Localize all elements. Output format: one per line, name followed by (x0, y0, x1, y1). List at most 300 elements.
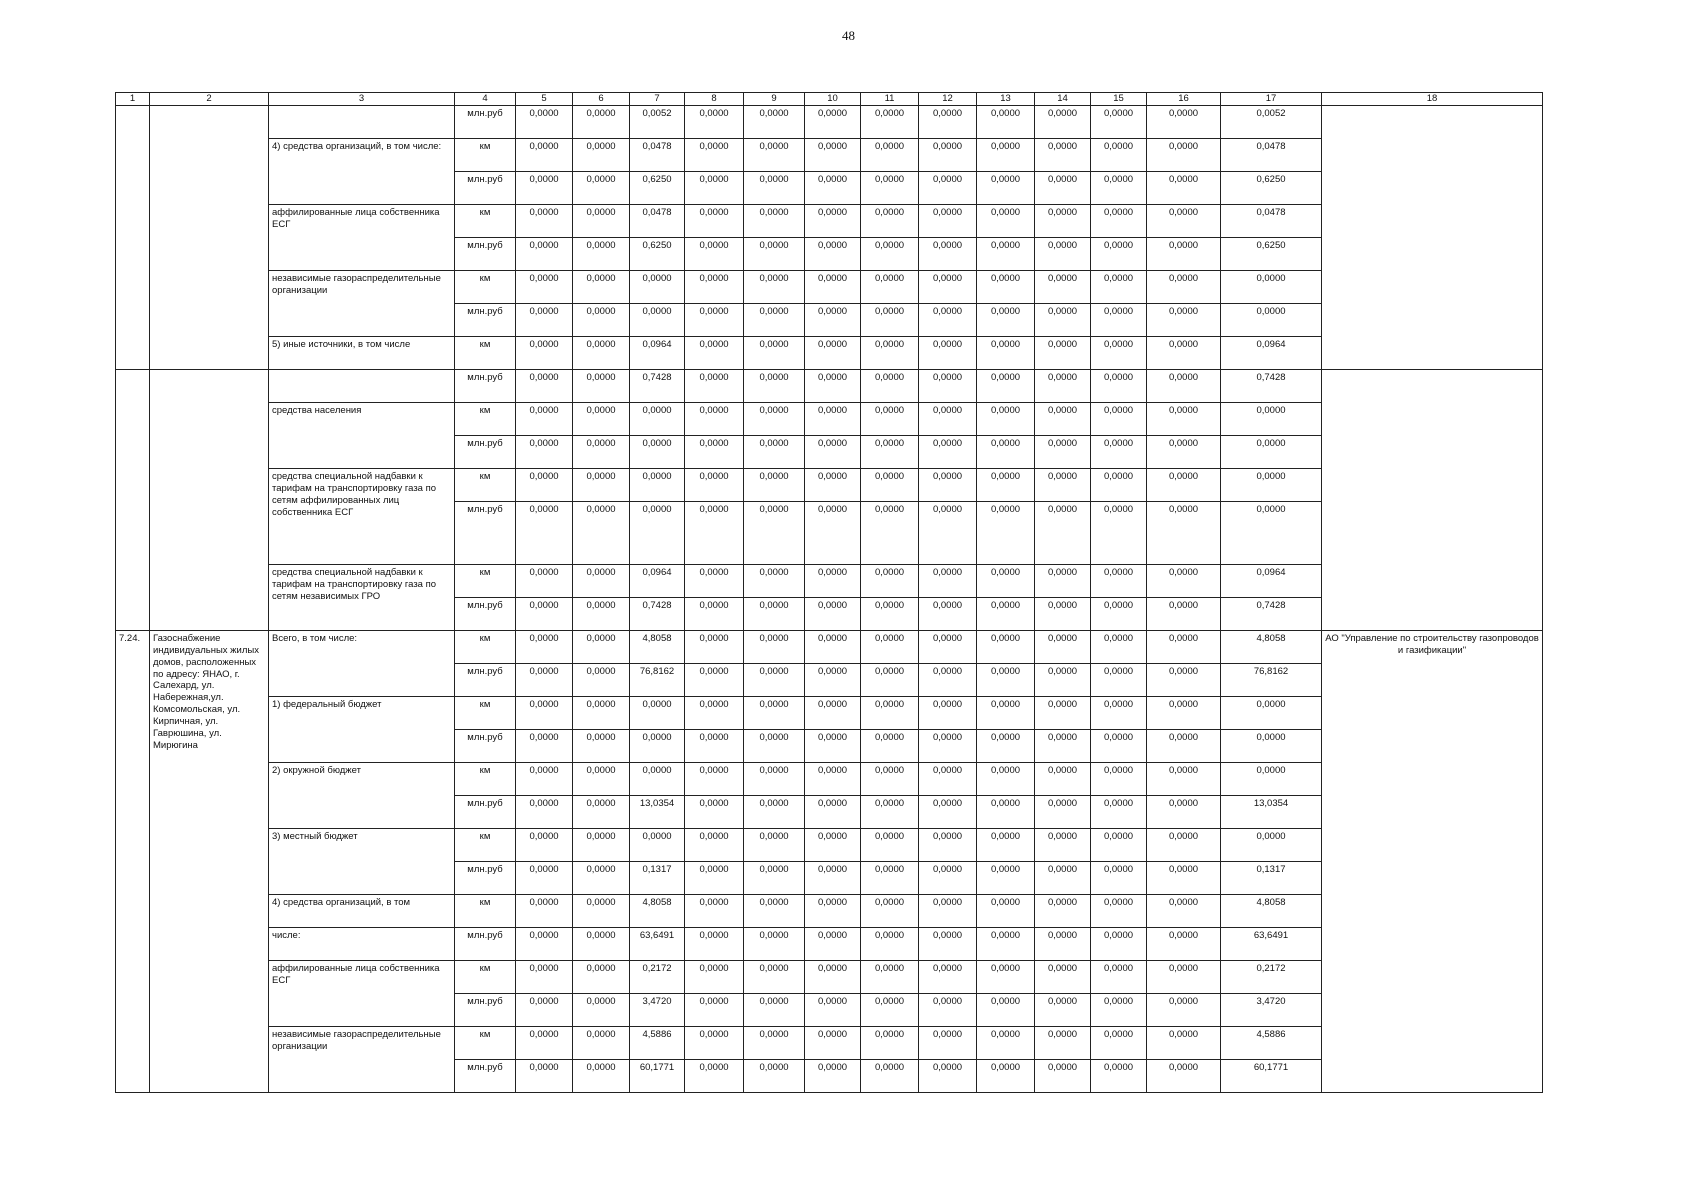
value-cell: 0,0000 (1221, 828, 1322, 861)
value-cell: 0,7428 (1221, 597, 1322, 630)
value-cell: 0,0000 (805, 993, 861, 1026)
source-label-cell (269, 369, 455, 402)
value-cell: 0,0000 (685, 663, 744, 696)
column-number-cell: 4 (455, 93, 516, 106)
value-cell: 0,0000 (1147, 762, 1221, 795)
value-cell: 0,0000 (744, 861, 805, 894)
source-label-cell: 3) местный бюджет (269, 828, 455, 894)
column-number-cell: 16 (1147, 93, 1221, 106)
value-cell: 0,0000 (1035, 762, 1091, 795)
value-cell: 0,0000 (630, 828, 685, 861)
value-cell: 0,0000 (977, 501, 1035, 564)
value-cell: 0,0000 (573, 303, 630, 336)
value-cell: 0,0000 (516, 303, 573, 336)
value-cell: 0,0052 (1221, 105, 1322, 138)
source-label-cell: 2) окружной бюджет (269, 762, 455, 828)
unit-cell: км (455, 960, 516, 993)
value-cell: 0,0000 (573, 237, 630, 270)
value-cell: 0,7428 (1221, 369, 1322, 402)
value-cell: 0,0000 (516, 630, 573, 663)
value-cell: 0,0000 (744, 105, 805, 138)
value-cell: 0,0000 (685, 960, 744, 993)
column-number-cell: 8 (685, 93, 744, 106)
value-cell: 0,0000 (805, 894, 861, 927)
value-cell: 0,0000 (977, 663, 1035, 696)
value-cell: 0,0000 (861, 303, 919, 336)
value-cell: 0,0000 (573, 564, 630, 597)
value-cell: 0,0000 (1035, 597, 1091, 630)
value-cell: 0,0478 (1221, 138, 1322, 171)
item-number-cell (116, 369, 150, 630)
value-cell: 0,0000 (630, 468, 685, 501)
value-cell: 0,0000 (919, 729, 977, 762)
value-cell: 0,0000 (573, 138, 630, 171)
value-cell: 0,0000 (1091, 960, 1147, 993)
value-cell: 0,0000 (685, 336, 744, 369)
value-cell: 0,0478 (630, 138, 685, 171)
value-cell: 0,0000 (1035, 828, 1091, 861)
unit-cell: млн.руб (455, 795, 516, 828)
value-cell: 0,0000 (516, 171, 573, 204)
value-cell: 0,0000 (861, 795, 919, 828)
value-cell: 0,0000 (805, 468, 861, 501)
value-cell: 0,0000 (516, 1059, 573, 1092)
value-cell: 0,0000 (919, 1059, 977, 1092)
value-cell: 0,0000 (685, 105, 744, 138)
value-cell: 0,6250 (1221, 237, 1322, 270)
value-cell: 0,0000 (744, 237, 805, 270)
value-cell: 0,0000 (1147, 795, 1221, 828)
value-cell: 0,0000 (861, 336, 919, 369)
value-cell: 0,0000 (1221, 468, 1322, 501)
value-cell: 0,0000 (1035, 993, 1091, 1026)
source-label-cell: числе: (269, 927, 455, 960)
value-cell: 0,0000 (685, 762, 744, 795)
value-cell: 0,0000 (1035, 468, 1091, 501)
value-cell: 0,0000 (861, 270, 919, 303)
value-cell: 4,8058 (1221, 630, 1322, 663)
value-cell: 0,0000 (919, 1026, 977, 1059)
value-cell: 0,0000 (805, 336, 861, 369)
source-label-cell: Всего, в том числе: (269, 630, 455, 696)
value-cell: 0,0000 (1035, 927, 1091, 960)
value-cell: 0,0000 (861, 435, 919, 468)
value-cell: 0,0000 (1147, 663, 1221, 696)
value-cell: 0,0000 (1091, 597, 1147, 630)
value-cell: 0,0478 (1221, 204, 1322, 237)
value-cell: 0,0000 (861, 468, 919, 501)
value-cell: 0,0000 (516, 468, 573, 501)
value-cell: 63,6491 (1221, 927, 1322, 960)
value-cell: 0,0000 (516, 729, 573, 762)
value-cell: 0,0000 (1147, 828, 1221, 861)
value-cell: 0,0000 (1221, 270, 1322, 303)
value-cell: 0,0000 (744, 729, 805, 762)
unit-cell: км (455, 336, 516, 369)
source-label-cell: 1) федеральный бюджет (269, 696, 455, 762)
value-cell: 0,0000 (1035, 171, 1091, 204)
value-cell: 0,0000 (805, 204, 861, 237)
value-cell: 0,0000 (744, 270, 805, 303)
value-cell: 0,0000 (573, 861, 630, 894)
value-cell: 0,0000 (805, 237, 861, 270)
value-cell: 0,0000 (805, 696, 861, 729)
value-cell: 0,0000 (1091, 105, 1147, 138)
value-cell: 63,6491 (630, 927, 685, 960)
value-cell: 0,0000 (685, 171, 744, 204)
column-number-cell: 1 (116, 93, 150, 106)
value-cell: 0,0000 (919, 138, 977, 171)
value-cell: 0,0000 (861, 501, 919, 564)
value-cell: 0,0000 (805, 105, 861, 138)
value-cell: 0,0000 (805, 303, 861, 336)
value-cell: 0,0000 (919, 204, 977, 237)
value-cell: 0,0000 (861, 105, 919, 138)
value-cell: 0,0000 (516, 861, 573, 894)
value-cell: 0,0000 (1147, 402, 1221, 435)
value-cell: 0,0000 (630, 303, 685, 336)
value-cell: 0,2172 (630, 960, 685, 993)
value-cell: 0,0000 (685, 468, 744, 501)
value-cell: 0,0000 (919, 597, 977, 630)
investment-table (115, 92, 1543, 1093)
value-cell: 0,0000 (573, 402, 630, 435)
unit-cell: км (455, 204, 516, 237)
value-cell: 0,0000 (1221, 762, 1322, 795)
value-cell: 0,0000 (516, 501, 573, 564)
value-cell: 0,0000 (516, 795, 573, 828)
value-cell: 0,0000 (516, 696, 573, 729)
column-number-cell: 10 (805, 93, 861, 106)
source-label-cell: средства специальной надбавки к тарифам на транспортировку газа по сетям независимых ГРО (269, 564, 455, 630)
value-cell: 0,0000 (977, 237, 1035, 270)
value-cell: 0,0000 (977, 630, 1035, 663)
value-cell: 0,0000 (977, 894, 1035, 927)
value-cell: 0,0000 (685, 237, 744, 270)
value-cell: 0,0000 (744, 993, 805, 1026)
value-cell: 0,0000 (805, 501, 861, 564)
value-cell: 0,0000 (861, 237, 919, 270)
source-label-cell: независимые газораспределительные организации (269, 1026, 455, 1092)
value-cell: 0,0000 (573, 1026, 630, 1059)
value-cell: 0,0000 (1035, 960, 1091, 993)
value-cell: 0,0000 (1035, 105, 1091, 138)
value-cell: 0,0000 (573, 468, 630, 501)
value-cell: 0,0000 (630, 435, 685, 468)
value-cell: 3,4720 (630, 993, 685, 1026)
value-cell: 0,0000 (744, 1026, 805, 1059)
value-cell: 0,0000 (744, 696, 805, 729)
value-cell: 0,0000 (805, 927, 861, 960)
value-cell: 0,0000 (685, 861, 744, 894)
value-cell: 0,0000 (861, 828, 919, 861)
value-cell: 0,0000 (1147, 105, 1221, 138)
value-cell: 0,0000 (744, 138, 805, 171)
value-cell: 0,0000 (1035, 270, 1091, 303)
value-cell: 0,0000 (1091, 828, 1147, 861)
value-cell: 0,0000 (977, 270, 1035, 303)
value-cell: 0,0000 (805, 663, 861, 696)
source-label-cell: 5) иные источники, в том числе (269, 336, 455, 369)
value-cell: 13,0354 (630, 795, 685, 828)
unit-cell: км (455, 138, 516, 171)
value-cell: 0,0000 (805, 597, 861, 630)
unit-cell: км (455, 828, 516, 861)
value-cell: 0,0000 (861, 927, 919, 960)
value-cell: 0,0000 (1035, 630, 1091, 663)
value-cell: 0,0000 (1147, 270, 1221, 303)
value-cell: 0,0000 (977, 960, 1035, 993)
value-cell: 0,0000 (1147, 894, 1221, 927)
value-cell: 0,0000 (573, 171, 630, 204)
value-cell: 0,0000 (516, 105, 573, 138)
value-cell: 0,0000 (573, 696, 630, 729)
value-cell: 0,0000 (805, 1059, 861, 1092)
value-cell: 0,0000 (685, 993, 744, 1026)
value-cell: 0,0000 (1091, 1059, 1147, 1092)
value-cell: 60,1771 (630, 1059, 685, 1092)
value-cell: 0,0000 (861, 597, 919, 630)
value-cell: 0,0000 (1091, 303, 1147, 336)
value-cell: 0,0000 (977, 336, 1035, 369)
value-cell: 0,0000 (1091, 729, 1147, 762)
value-cell: 0,0000 (861, 762, 919, 795)
value-cell: 0,0000 (1147, 501, 1221, 564)
value-cell: 0,0000 (977, 564, 1035, 597)
value-cell: 0,0000 (685, 1059, 744, 1092)
value-cell: 0,0000 (919, 894, 977, 927)
value-cell: 0,0000 (1091, 630, 1147, 663)
value-cell: 0,0000 (744, 663, 805, 696)
unit-cell: км (455, 564, 516, 597)
value-cell: 0,0000 (516, 435, 573, 468)
value-cell: 0,0000 (977, 435, 1035, 468)
value-cell: 0,0000 (977, 795, 1035, 828)
value-cell: 0,0000 (861, 696, 919, 729)
column-number-cell: 18 (1322, 93, 1543, 106)
value-cell: 0,0000 (977, 105, 1035, 138)
value-cell: 0,0000 (805, 795, 861, 828)
executor-cell: АО "Управление по строительству газопроводов и газификации" (1322, 630, 1543, 1092)
value-cell: 0,0000 (861, 1059, 919, 1092)
value-cell: 0,0000 (685, 1026, 744, 1059)
value-cell: 0,0000 (573, 435, 630, 468)
value-cell: 0,0000 (573, 105, 630, 138)
value-cell: 0,0000 (805, 729, 861, 762)
value-cell: 0,0000 (861, 894, 919, 927)
value-cell: 0,0000 (516, 270, 573, 303)
value-cell: 0,0000 (573, 597, 630, 630)
value-cell: 0,0000 (977, 468, 1035, 501)
value-cell: 0,0000 (861, 729, 919, 762)
value-cell: 0,0000 (1147, 696, 1221, 729)
unit-cell: млн.руб (455, 105, 516, 138)
value-cell: 0,0000 (861, 993, 919, 1026)
value-cell: 0,0000 (805, 138, 861, 171)
value-cell: 0,0000 (1035, 402, 1091, 435)
value-cell: 0,0000 (1147, 468, 1221, 501)
value-cell: 0,0000 (1091, 894, 1147, 927)
value-cell: 0,0000 (685, 204, 744, 237)
unit-cell: млн.руб (455, 501, 516, 564)
unit-cell: млн.руб (455, 303, 516, 336)
value-cell: 0,0000 (1147, 630, 1221, 663)
value-cell: 0,0000 (630, 402, 685, 435)
value-cell: 0,0000 (919, 369, 977, 402)
value-cell: 0,0000 (805, 369, 861, 402)
value-cell: 0,0000 (1035, 501, 1091, 564)
value-cell: 0,0000 (861, 204, 919, 237)
value-cell: 0,0000 (1091, 762, 1147, 795)
value-cell: 0,0000 (805, 828, 861, 861)
value-cell: 0,0000 (516, 927, 573, 960)
value-cell: 0,0000 (919, 762, 977, 795)
value-cell: 0,0000 (919, 468, 977, 501)
value-cell: 0,0000 (685, 270, 744, 303)
value-cell: 0,0000 (977, 171, 1035, 204)
value-cell: 0,0000 (685, 630, 744, 663)
value-cell: 0,0000 (1035, 336, 1091, 369)
value-cell: 0,0000 (1091, 564, 1147, 597)
value-cell: 0,0000 (744, 336, 805, 369)
table-row (116, 105, 1543, 138)
value-cell: 0,0000 (1221, 696, 1322, 729)
source-label-cell: независимые газораспределительные организации (269, 270, 455, 336)
value-cell: 0,0000 (919, 435, 977, 468)
value-cell: 0,0000 (861, 663, 919, 696)
value-cell: 0,0000 (977, 762, 1035, 795)
value-cell: 0,0000 (1091, 861, 1147, 894)
value-cell: 0,0000 (1091, 237, 1147, 270)
value-cell: 0,0000 (573, 993, 630, 1026)
value-cell: 0,0000 (685, 138, 744, 171)
value-cell: 0,0000 (1035, 204, 1091, 237)
value-cell: 0,0000 (1147, 564, 1221, 597)
value-cell: 0,0000 (977, 1026, 1035, 1059)
value-cell: 0,0000 (1035, 663, 1091, 696)
value-cell: 0,0000 (685, 303, 744, 336)
value-cell: 0,0000 (919, 795, 977, 828)
value-cell: 0,0000 (977, 597, 1035, 630)
value-cell: 0,0000 (1091, 402, 1147, 435)
value-cell: 0,0000 (805, 861, 861, 894)
value-cell: 0,0000 (516, 564, 573, 597)
value-cell: 0,6250 (1221, 171, 1322, 204)
value-cell: 0,0000 (1035, 435, 1091, 468)
value-cell: 0,0000 (685, 435, 744, 468)
value-cell: 0,0000 (1091, 204, 1147, 237)
value-cell: 0,0000 (1091, 435, 1147, 468)
value-cell: 0,0000 (744, 501, 805, 564)
value-cell: 0,0000 (1091, 696, 1147, 729)
column-number-cell: 3 (269, 93, 455, 106)
value-cell: 0,0000 (977, 993, 1035, 1026)
value-cell: 0,0000 (1147, 597, 1221, 630)
value-cell: 0,0000 (861, 138, 919, 171)
source-label-cell: аффилированные лица собственника ЕСГ (269, 960, 455, 1026)
value-cell: 0,0000 (685, 597, 744, 630)
value-cell: 0,0000 (573, 1059, 630, 1092)
unit-cell: км (455, 630, 516, 663)
value-cell: 0,0000 (573, 501, 630, 564)
value-cell: 0,0000 (685, 369, 744, 402)
value-cell: 0,0000 (516, 762, 573, 795)
value-cell: 0,0000 (744, 828, 805, 861)
value-cell: 0,0000 (1035, 1026, 1091, 1059)
value-cell: 0,0000 (744, 795, 805, 828)
value-cell: 0,0000 (919, 960, 977, 993)
value-cell: 0,0000 (1221, 435, 1322, 468)
value-cell: 0,0000 (516, 369, 573, 402)
item-name-cell: Газоснабжение индивидуальных жилых домов, расположенных по адресу: ЯНАО, г. Салехард, ул. Набережная,ул. Комсомольская, ул. Кирпичная, ул. Гаврюшина, ул. Мирюгина (150, 630, 269, 1092)
value-cell: 0,0000 (630, 762, 685, 795)
value-cell: 0,0000 (1147, 861, 1221, 894)
value-cell: 0,0000 (1035, 564, 1091, 597)
value-cell: 0,0000 (1221, 303, 1322, 336)
value-cell: 0,0000 (805, 762, 861, 795)
value-cell: 4,5886 (1221, 1026, 1322, 1059)
source-label-cell: аффилированные лица собственника ЕСГ (269, 204, 455, 270)
value-cell: 0,0000 (861, 369, 919, 402)
value-cell: 0,0000 (919, 402, 977, 435)
column-number-cell: 13 (977, 93, 1035, 106)
table-row (116, 369, 1543, 402)
column-number-row (116, 93, 1543, 106)
item-number-cell (116, 105, 150, 369)
source-label-cell: 4) средства организаций, в том числе: (269, 138, 455, 204)
source-label-cell: средства населения (269, 402, 455, 468)
table-body (116, 93, 1543, 1093)
value-cell: 0,0000 (1147, 1026, 1221, 1059)
value-cell: 0,0000 (1147, 993, 1221, 1026)
column-number-cell: 11 (861, 93, 919, 106)
value-cell: 0,0000 (685, 927, 744, 960)
unit-cell: км (455, 1026, 516, 1059)
value-cell: 4,8058 (630, 630, 685, 663)
column-number-cell: 14 (1035, 93, 1091, 106)
value-cell: 0,0000 (573, 204, 630, 237)
value-cell: 0,0000 (685, 696, 744, 729)
value-cell: 0,0000 (685, 402, 744, 435)
unit-cell: млн.руб (455, 993, 516, 1026)
value-cell: 60,1771 (1221, 1059, 1322, 1092)
value-cell: 0,0000 (977, 696, 1035, 729)
value-cell: 0,0000 (744, 468, 805, 501)
value-cell: 0,0000 (919, 105, 977, 138)
value-cell: 0,0000 (744, 1059, 805, 1092)
value-cell: 0,0000 (1091, 369, 1147, 402)
value-cell: 0,0000 (1221, 402, 1322, 435)
value-cell: 0,0000 (977, 303, 1035, 336)
value-cell: 0,0000 (1091, 501, 1147, 564)
value-cell: 0,0000 (1147, 435, 1221, 468)
value-cell: 0,0000 (744, 564, 805, 597)
value-cell: 0,0000 (977, 204, 1035, 237)
value-cell: 0,0000 (919, 336, 977, 369)
value-cell: 0,0000 (744, 927, 805, 960)
value-cell: 0,1317 (630, 861, 685, 894)
item-name-cell (150, 369, 269, 630)
value-cell: 0,0000 (977, 402, 1035, 435)
value-cell: 0,0000 (1147, 336, 1221, 369)
value-cell: 0,0000 (1147, 960, 1221, 993)
value-cell: 0,0000 (977, 369, 1035, 402)
value-cell: 0,0000 (977, 1059, 1035, 1092)
value-cell: 0,0000 (1035, 795, 1091, 828)
value-cell: 0,0000 (685, 564, 744, 597)
value-cell: 0,0000 (516, 138, 573, 171)
executor-cell (1322, 369, 1543, 630)
